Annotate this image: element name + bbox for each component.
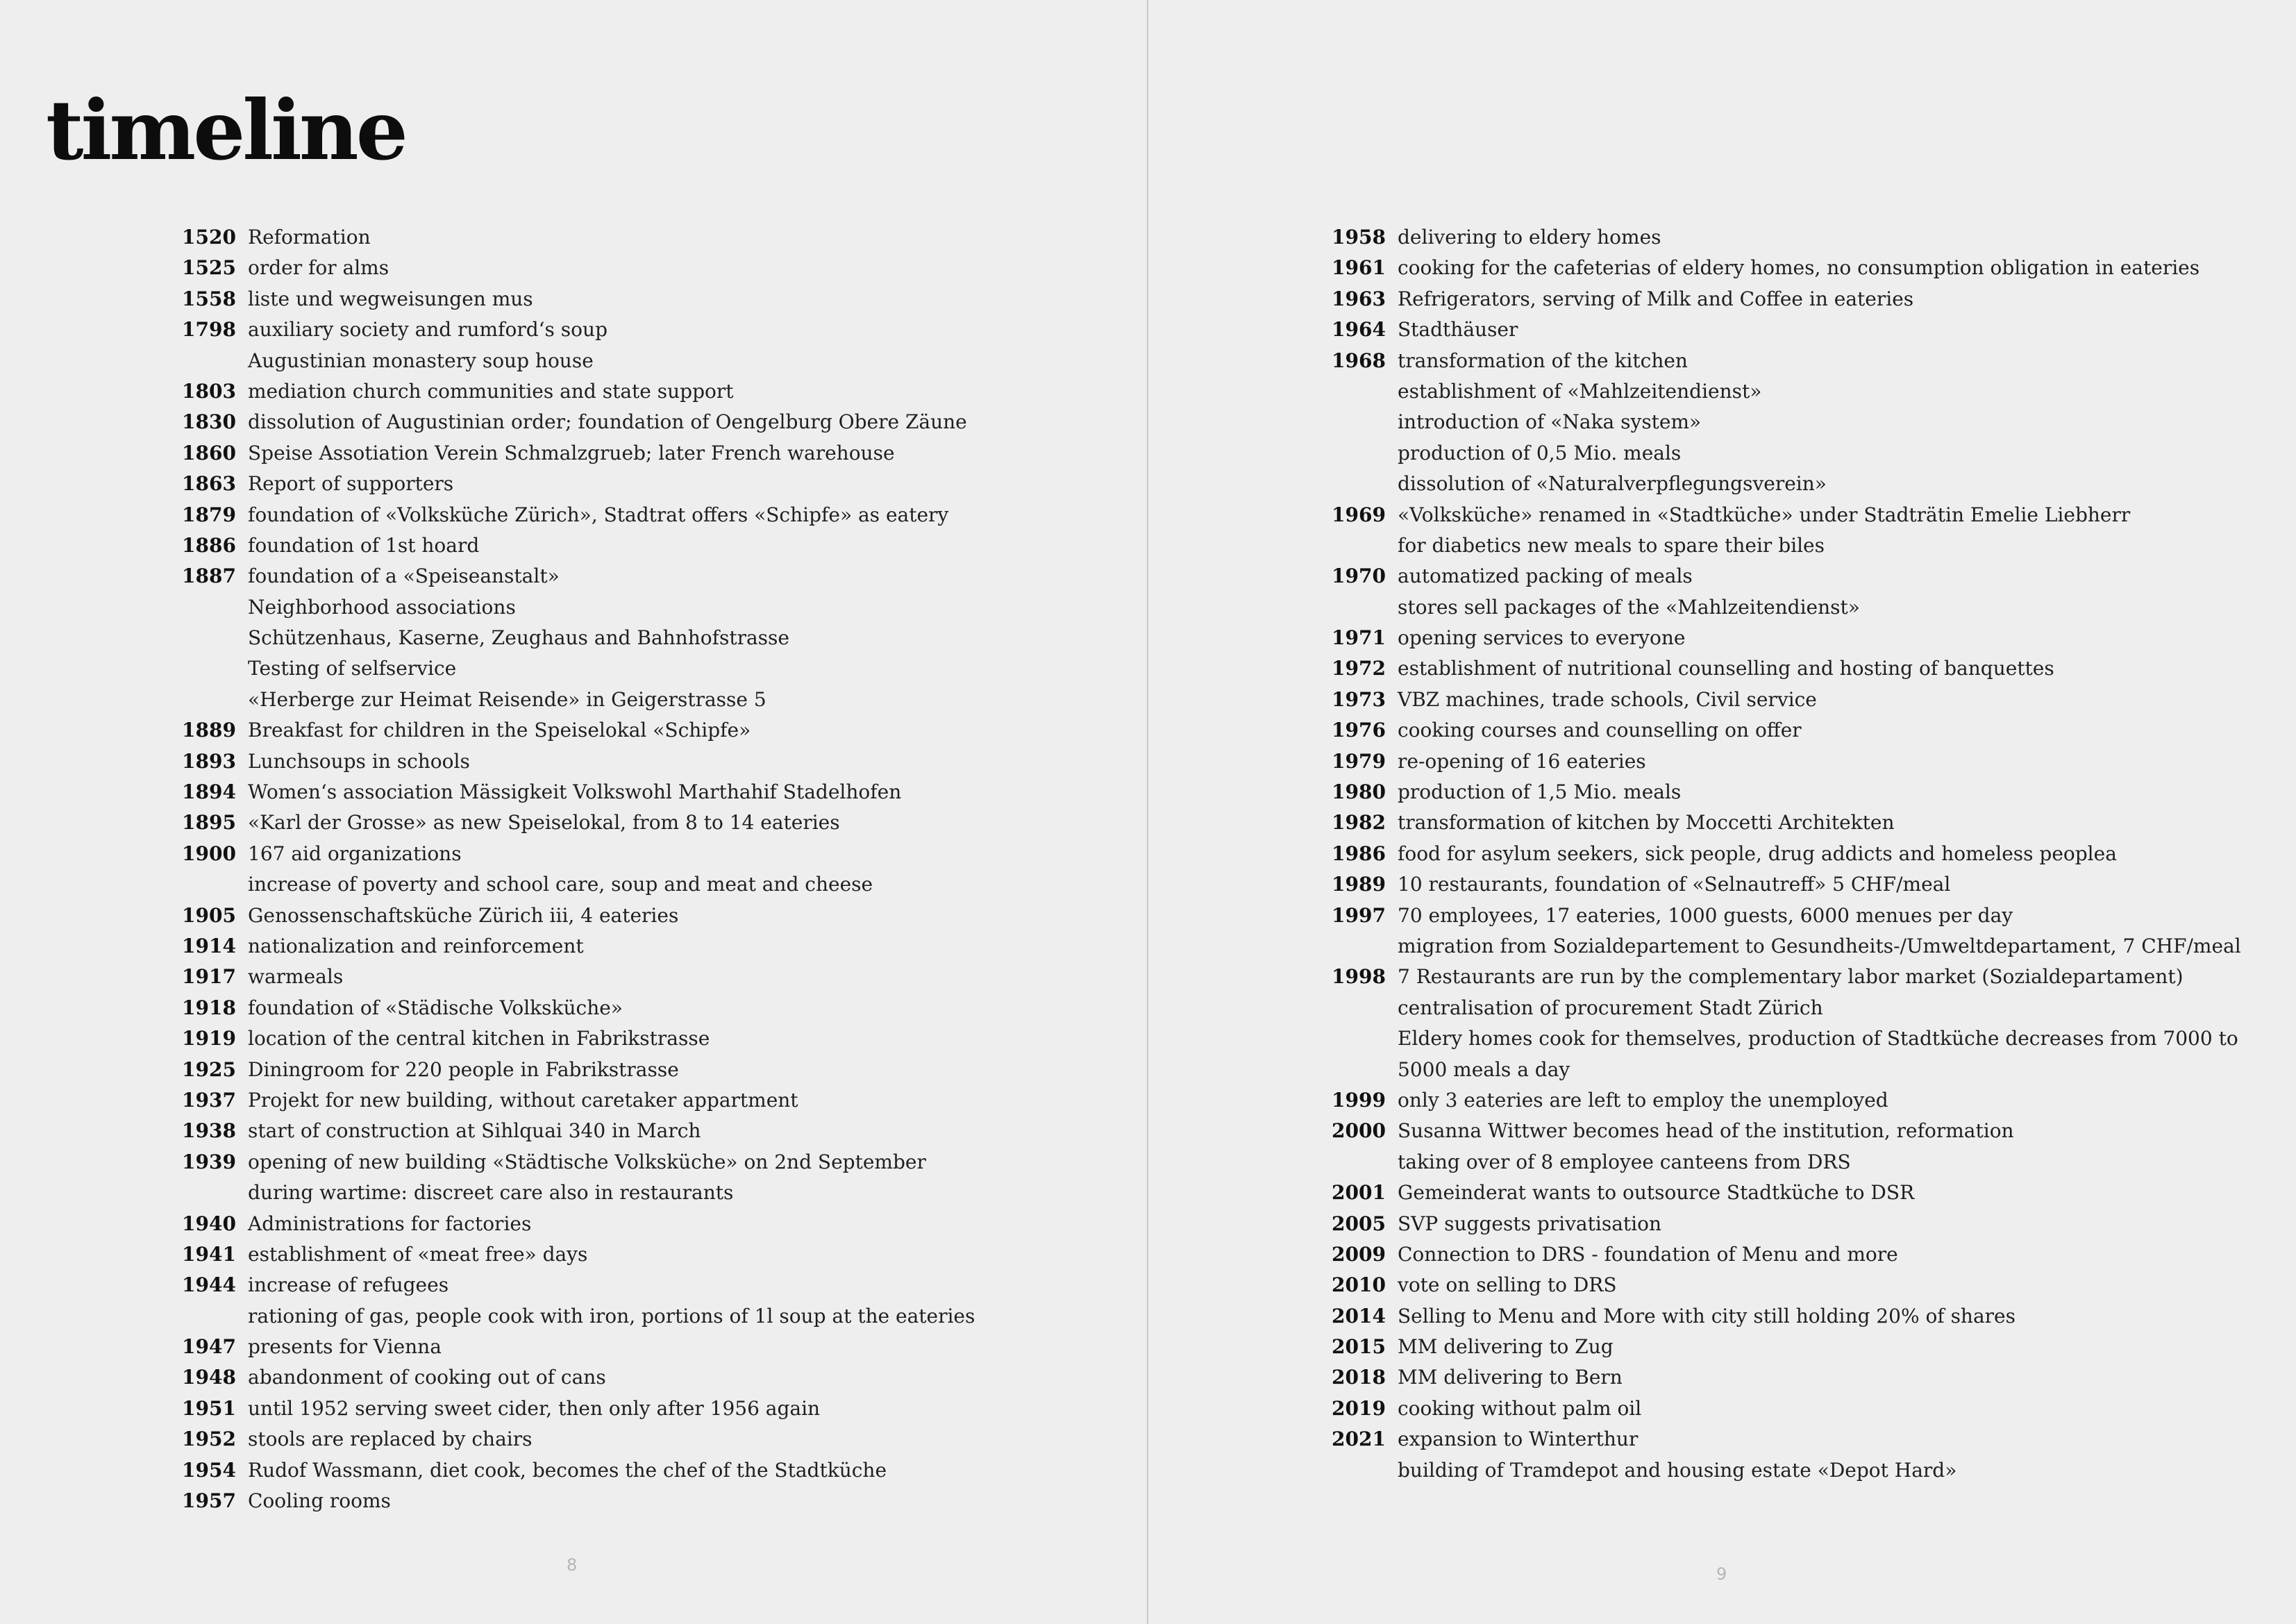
timeline-year: 1976 bbox=[1332, 719, 1386, 742]
timeline-event: cooking courses and counselling on offer bbox=[1398, 719, 1802, 742]
timeline-year: 1979 bbox=[1332, 749, 1386, 773]
timeline-event: Connection to DRS - foundation of Menu and more bbox=[1398, 1242, 1898, 1266]
timeline-year bbox=[1332, 1055, 1382, 1085]
timeline-entry bbox=[182, 561, 975, 592]
timeline-year bbox=[182, 623, 233, 653]
timeline-event: Lunchsoups in schools bbox=[248, 749, 470, 773]
timeline-year: 2018 bbox=[1332, 1366, 1386, 1389]
timeline-entry bbox=[182, 500, 975, 530]
timeline-year: 1905 bbox=[182, 903, 236, 927]
timeline-event: for diabetics new meals to spare their biles bbox=[1398, 533, 1825, 557]
timeline-year bbox=[1332, 931, 1382, 962]
timeline-entry bbox=[1332, 993, 2241, 1023]
timeline-event: dissolution of Augustinian order; foundation of Oengelburg Obere Zäune bbox=[248, 410, 967, 434]
timeline-event: Augustinian monastery soup house bbox=[248, 349, 594, 372]
timeline-entry bbox=[1332, 1023, 2241, 1054]
timeline-event: transformation of kitchen by Moccetti Architekten bbox=[1398, 811, 1895, 835]
timeline-entry bbox=[182, 346, 975, 376]
timeline-entry bbox=[182, 1270, 975, 1300]
timeline-event: foundation of «Volksküche Zürich», Stadtrat offers «Schipfe» as eatery bbox=[248, 503, 949, 526]
timeline-entry bbox=[182, 1023, 975, 1054]
timeline-entry bbox=[182, 715, 975, 746]
timeline-entry bbox=[182, 1455, 975, 1486]
timeline-year: 1997 bbox=[1332, 903, 1386, 927]
timeline-year bbox=[1332, 407, 1382, 437]
page-number-right: 9 bbox=[1716, 1564, 1727, 1584]
timeline-year bbox=[1332, 438, 1382, 469]
timeline-entry bbox=[182, 530, 975, 561]
timeline-event: Speise Assotiation Verein Schmalzgrueb; later French warehouse bbox=[248, 441, 895, 464]
timeline-year: 1968 bbox=[1332, 349, 1386, 372]
timeline-year: 1879 bbox=[182, 503, 236, 526]
timeline-year: 1900 bbox=[182, 842, 236, 865]
timeline-event: establishment of «meat free» days bbox=[248, 1242, 588, 1266]
timeline-year: 2009 bbox=[1332, 1242, 1386, 1266]
timeline-year: 1889 bbox=[182, 719, 236, 742]
timeline-event: SVP suggests privatisation bbox=[1398, 1212, 1661, 1235]
timeline-entry bbox=[1332, 1055, 2241, 1085]
timeline-event: Administrations for factories bbox=[248, 1212, 532, 1235]
page-number-left: 8 bbox=[567, 1555, 578, 1575]
timeline-year: 1980 bbox=[1332, 780, 1386, 804]
timeline-event: delivering to eldery homes bbox=[1398, 226, 1661, 249]
timeline-year bbox=[1332, 592, 1382, 623]
timeline-entry bbox=[1332, 901, 2241, 931]
timeline-entry bbox=[1332, 653, 2241, 684]
timeline-year: 1798 bbox=[182, 318, 236, 342]
timeline-entry bbox=[182, 993, 975, 1023]
timeline-event: «Karl der Grosse» as new Speiselokal, from 8 to 14 eateries bbox=[248, 811, 840, 835]
timeline-year: 1982 bbox=[1332, 811, 1386, 835]
timeline-year bbox=[1332, 469, 1382, 499]
timeline-event: Stadthäuser bbox=[1398, 318, 1518, 342]
timeline-year: 1938 bbox=[182, 1119, 236, 1143]
timeline-year bbox=[182, 592, 233, 623]
timeline-event: auxiliary society and rumford‘s soup bbox=[248, 318, 607, 342]
timeline-entry bbox=[182, 1393, 975, 1424]
timeline-year: 1947 bbox=[182, 1335, 236, 1359]
timeline-entry bbox=[1332, 1455, 2241, 1486]
timeline-event: Reformation bbox=[248, 226, 371, 249]
timeline-event: presents for Vienna bbox=[248, 1335, 442, 1359]
timeline-entry bbox=[182, 376, 975, 407]
timeline-entry bbox=[1332, 807, 2241, 838]
timeline-event: Testing of selfservice bbox=[248, 657, 457, 680]
timeline-year: 2000 bbox=[1332, 1119, 1386, 1143]
timeline-event: Eldery homes cook for themselves, production of Stadtküche decreases from 7000 to bbox=[1398, 1027, 2238, 1050]
timeline-event: Rudof Wassmann, diet cook, becomes the chef of the Stadtküche bbox=[248, 1458, 887, 1482]
timeline-entry bbox=[1332, 284, 2241, 315]
timeline-entry bbox=[182, 407, 975, 437]
timeline-year: 1525 bbox=[182, 256, 236, 280]
timeline-entry bbox=[1332, 530, 2241, 561]
timeline-entry bbox=[1332, 869, 2241, 900]
timeline-year: 1893 bbox=[182, 749, 236, 773]
timeline-year bbox=[1332, 1147, 1382, 1178]
timeline-entry bbox=[1332, 1085, 2241, 1116]
timeline-event: Neighborhood associations bbox=[248, 595, 516, 619]
timeline-event: Genossenschaftsküche Zürich iii, 4 eateries bbox=[248, 903, 679, 927]
timeline-year bbox=[1332, 1455, 1382, 1486]
timeline-event: Projekt for new building, without caretaker appartment bbox=[248, 1088, 798, 1112]
timeline-year: 1961 bbox=[1332, 256, 1386, 280]
timeline-event: only 3 eateries are left to employ the unemployed bbox=[1398, 1088, 1888, 1112]
timeline-event: food for asylum seekers, sick people, drug addicts and homeless peoplea bbox=[1398, 842, 2117, 865]
timeline-entry bbox=[1332, 1270, 2241, 1300]
timeline-year: 2014 bbox=[1332, 1304, 1386, 1328]
timeline-event: 5000 meals a day bbox=[1398, 1057, 1570, 1081]
timeline-year bbox=[182, 346, 233, 376]
timeline-entry bbox=[1332, 315, 2241, 345]
timeline-entry bbox=[182, 1209, 975, 1239]
timeline-entry bbox=[182, 469, 975, 499]
timeline-entry bbox=[182, 746, 975, 777]
timeline-year bbox=[1332, 530, 1382, 561]
timeline-event: Report of supporters bbox=[248, 472, 454, 496]
timeline-year bbox=[182, 1301, 233, 1332]
timeline-entry bbox=[182, 253, 975, 283]
timeline-year: 1970 bbox=[1332, 564, 1386, 588]
timeline-list-left bbox=[182, 222, 975, 1516]
timeline-year: 1925 bbox=[182, 1057, 236, 1081]
timeline-event: vote on selling to DRS bbox=[1398, 1273, 1617, 1297]
timeline-event: liste und wegweisungen mus bbox=[248, 287, 533, 310]
timeline-entry bbox=[182, 1116, 975, 1146]
timeline-event: cooking without palm oil bbox=[1398, 1396, 1642, 1420]
timeline-entry bbox=[182, 653, 975, 684]
timeline-event: increase of refugees bbox=[248, 1273, 449, 1297]
timeline-entry bbox=[1332, 376, 2241, 407]
timeline-year: 1886 bbox=[182, 533, 236, 557]
timeline-entry bbox=[1332, 438, 2241, 469]
timeline-event: nationalization and reinforcement bbox=[248, 934, 584, 957]
timeline-event: introduction of «Naka system» bbox=[1398, 410, 1702, 434]
timeline-entry bbox=[1332, 623, 2241, 653]
timeline-event: opening services to everyone bbox=[1398, 626, 1686, 650]
timeline-year: 1887 bbox=[182, 564, 236, 588]
timeline-year: 1948 bbox=[182, 1366, 236, 1389]
timeline-entry bbox=[1332, 931, 2241, 962]
timeline-entry bbox=[182, 1239, 975, 1270]
timeline-year bbox=[1332, 993, 1382, 1023]
timeline-event: MM delivering to Bern bbox=[1398, 1366, 1623, 1389]
timeline-year: 1986 bbox=[1332, 842, 1386, 865]
timeline-entry bbox=[1332, 1362, 2241, 1393]
timeline-year: 2015 bbox=[1332, 1335, 1386, 1359]
timeline-event: stores sell packages of the «Mahlzeitendienst» bbox=[1398, 595, 1860, 619]
timeline-entry bbox=[182, 284, 975, 315]
timeline-entry bbox=[182, 962, 975, 992]
timeline-entry bbox=[182, 869, 975, 900]
timeline-year: 1939 bbox=[182, 1150, 236, 1173]
timeline-entry bbox=[182, 777, 975, 807]
timeline-year: 1969 bbox=[1332, 503, 1386, 526]
timeline-year: 1917 bbox=[182, 965, 236, 989]
timeline-entry bbox=[1332, 1147, 2241, 1178]
timeline-event: expansion to Winterthur bbox=[1398, 1428, 1639, 1451]
timeline-year: 1964 bbox=[1332, 318, 1386, 342]
timeline-year: 2019 bbox=[1332, 1396, 1386, 1420]
timeline-entry bbox=[182, 623, 975, 653]
timeline-entry bbox=[182, 931, 975, 962]
timeline-entry bbox=[182, 1055, 975, 1085]
timeline-year: 1999 bbox=[1332, 1088, 1386, 1112]
timeline-year: 1830 bbox=[182, 410, 236, 434]
timeline-entry bbox=[1332, 746, 2241, 777]
timeline-year: 1998 bbox=[1332, 965, 1386, 989]
timeline-entry bbox=[182, 315, 975, 345]
timeline-event: during wartime: discreet care also in restaurants bbox=[248, 1181, 734, 1205]
timeline-entry bbox=[1332, 1116, 2241, 1146]
timeline-event: VBZ machines, trade schools, Civil service bbox=[1398, 687, 1817, 711]
timeline-entry bbox=[182, 807, 975, 838]
timeline-year: 2021 bbox=[1332, 1428, 1386, 1451]
timeline-entry bbox=[1332, 1393, 2241, 1424]
timeline-entry bbox=[1332, 222, 2241, 253]
timeline-entry bbox=[182, 1424, 975, 1455]
timeline-year bbox=[182, 653, 233, 684]
timeline-event: establishment of «Mahlzeitendienst» bbox=[1398, 379, 1762, 403]
timeline-year: 1520 bbox=[182, 226, 236, 249]
timeline-event: automatized packing of meals bbox=[1398, 564, 1693, 588]
timeline-event: production of 0,5 Mio. meals bbox=[1398, 441, 1682, 464]
timeline-year: 1919 bbox=[182, 1027, 236, 1050]
timeline-event: warmeals bbox=[248, 965, 344, 989]
timeline-event: building of Tramdepot and housing estate «Depot Hard» bbox=[1398, 1458, 1957, 1482]
timeline-entry bbox=[1332, 777, 2241, 807]
timeline-year: 1803 bbox=[182, 379, 236, 403]
timeline-entry bbox=[1332, 1301, 2241, 1332]
timeline-entry bbox=[1332, 561, 2241, 592]
timeline-event: Schützenhaus, Kaserne, Zeughaus and Bahnhofstrasse bbox=[248, 626, 789, 650]
timeline-entry bbox=[182, 592, 975, 623]
timeline-entry bbox=[1332, 1424, 2241, 1455]
timeline-year: 1937 bbox=[182, 1088, 236, 1112]
timeline-entry bbox=[1332, 962, 2241, 992]
timeline-entry bbox=[1332, 469, 2241, 499]
timeline-event: 7 Restaurants are run by the complementary labor market (Sozialdepartament) bbox=[1398, 965, 2184, 989]
timeline-event: increase of poverty and school care, soup and meat and cheese bbox=[248, 873, 873, 896]
timeline-event: Gemeinderat wants to outsource Stadtküche to DSR bbox=[1398, 1181, 1915, 1205]
timeline-event: migration from Sozialdepartement to Gesundheits-/Umweltdepartament, 7 CHF/meal bbox=[1398, 934, 2241, 957]
timeline-year: 1952 bbox=[182, 1428, 236, 1451]
timeline-event: transformation of the kitchen bbox=[1398, 349, 1688, 372]
timeline-entry bbox=[182, 222, 975, 253]
timeline-entry bbox=[1332, 592, 2241, 623]
timeline-year: 1940 bbox=[182, 1212, 236, 1235]
timeline-event: mediation church communities and state support bbox=[248, 379, 734, 403]
timeline-year: 2001 bbox=[1332, 1181, 1386, 1205]
timeline-event: dissolution of «Naturalverpflegungsverein» bbox=[1398, 472, 1827, 496]
timeline-event: 10 restaurants, foundation of «Selnautreff» 5 CHF/meal bbox=[1398, 873, 1951, 896]
timeline-entry bbox=[1332, 407, 2241, 437]
timeline-entry bbox=[182, 1301, 975, 1332]
timeline-entry bbox=[1332, 1332, 2241, 1362]
timeline-event: order for alms bbox=[248, 256, 389, 280]
timeline-year bbox=[182, 1178, 233, 1208]
timeline-event: Cooling rooms bbox=[248, 1489, 391, 1513]
timeline-year: 1951 bbox=[182, 1396, 236, 1420]
timeline-event: Diningroom for 220 people in Fabrikstrasse bbox=[248, 1057, 679, 1081]
timeline-year: 1954 bbox=[182, 1458, 236, 1482]
timeline-event: opening of new building «Städtische Volksküche» on 2nd September bbox=[248, 1150, 926, 1173]
timeline-event: Susanna Wittwer becomes head of the institution, reformation bbox=[1398, 1119, 2014, 1143]
timeline-event: MM delivering to Zug bbox=[1398, 1335, 1614, 1359]
timeline-entry bbox=[1332, 1209, 2241, 1239]
timeline-event: production of 1,5 Mio. meals bbox=[1398, 780, 1682, 804]
timeline-event: rationing of gas, people cook with iron, portions of 1l soup at the eateries bbox=[248, 1304, 975, 1328]
timeline-entry bbox=[1332, 1178, 2241, 1208]
timeline-entry bbox=[1332, 839, 2241, 869]
timeline-entry bbox=[1332, 685, 2241, 715]
timeline-year bbox=[182, 685, 233, 715]
timeline-event: centralisation of procurement Stadt Zürich bbox=[1398, 996, 1823, 1019]
timeline-event: establishment of nutritional counselling and hosting of banquettes bbox=[1398, 657, 2054, 680]
timeline-event: foundation of «Städische Volksküche» bbox=[248, 996, 623, 1019]
timeline-event: abandonment of cooking out of cans bbox=[248, 1366, 606, 1389]
timeline-event: re-opening of 16 eateries bbox=[1398, 749, 1646, 773]
timeline-event: taking over of 8 employee canteens from DRS bbox=[1398, 1150, 1851, 1173]
timeline-event: cooking for the cafeterias of eldery homes, no consumption obligation in eateries bbox=[1398, 256, 2200, 280]
timeline-entry bbox=[1332, 253, 2241, 283]
page-title: timeline bbox=[46, 82, 405, 179]
timeline-event: foundation of 1st hoard bbox=[248, 533, 480, 557]
timeline-entry bbox=[1332, 715, 2241, 746]
timeline-entry bbox=[182, 901, 975, 931]
timeline-year bbox=[182, 869, 233, 900]
timeline-year: 1972 bbox=[1332, 657, 1386, 680]
timeline-event: «Volksküche» renamed in «Stadtküche» under Stadträtin Emelie Liebherr bbox=[1398, 503, 2131, 526]
timeline-entry bbox=[182, 438, 975, 469]
timeline-year: 2010 bbox=[1332, 1273, 1386, 1297]
timeline-event: location of the central kitchen in Fabrikstrasse bbox=[248, 1027, 710, 1050]
timeline-event: Breakfast for children in the Speiselokal «Schipfe» bbox=[248, 719, 751, 742]
timeline-list-right bbox=[1332, 222, 2241, 1486]
timeline-event: start of construction at Sihlquai 340 in March bbox=[248, 1119, 701, 1143]
page-gutter bbox=[1147, 0, 1148, 1624]
timeline-year: 1958 bbox=[1332, 226, 1386, 249]
timeline-event: 70 employees, 17 eateries, 1000 guests, 6000 menues per day bbox=[1398, 903, 2013, 927]
timeline-event: foundation of a «Speiseanstalt» bbox=[248, 564, 560, 588]
timeline-event: 167 aid organizations bbox=[248, 842, 462, 865]
timeline-event: until 1952 serving sweet cider, then only after 1956 again bbox=[248, 1396, 821, 1420]
timeline-event: stools are replaced by chairs bbox=[248, 1428, 533, 1451]
timeline-event: Women‘s association Mässigkeit Volkswohl Marthahif Stadelhofen bbox=[248, 780, 902, 804]
timeline-year: 1860 bbox=[182, 441, 236, 464]
timeline-entry bbox=[1332, 500, 2241, 530]
timeline-entry bbox=[182, 1486, 975, 1516]
timeline-year: 1971 bbox=[1332, 626, 1386, 650]
timeline-year: 2005 bbox=[1332, 1212, 1386, 1235]
right-page bbox=[1149, 0, 2296, 1624]
timeline-entry bbox=[182, 839, 975, 869]
timeline-event: Selling to Menu and More with city still holding 20% of shares bbox=[1398, 1304, 2016, 1328]
timeline-year: 1558 bbox=[182, 287, 236, 310]
timeline-year: 1863 bbox=[182, 472, 236, 496]
timeline-year: 1895 bbox=[182, 811, 236, 835]
timeline-entry bbox=[1332, 1239, 2241, 1270]
timeline-entry bbox=[182, 685, 975, 715]
timeline-year: 1914 bbox=[182, 934, 236, 957]
timeline-entry bbox=[182, 1362, 975, 1393]
timeline-year: 1944 bbox=[182, 1273, 236, 1297]
timeline-event: Refrigerators, serving of Milk and Coffee in eateries bbox=[1398, 287, 1914, 310]
timeline-entry bbox=[182, 1147, 975, 1178]
timeline-year: 1963 bbox=[1332, 287, 1386, 310]
timeline-year: 1973 bbox=[1332, 687, 1386, 711]
timeline-year bbox=[1332, 1023, 1382, 1054]
timeline-year: 1989 bbox=[1332, 873, 1386, 896]
timeline-entry bbox=[1332, 346, 2241, 376]
timeline-year: 1918 bbox=[182, 996, 236, 1019]
timeline-event: «Herberge zur Heimat Reisende» in Geigerstrasse 5 bbox=[248, 687, 766, 711]
timeline-entry bbox=[182, 1332, 975, 1362]
timeline-entry bbox=[182, 1178, 975, 1208]
timeline-entry bbox=[182, 1085, 975, 1116]
timeline-year: 1957 bbox=[182, 1489, 236, 1513]
timeline-year: 1894 bbox=[182, 780, 236, 804]
timeline-year: 1941 bbox=[182, 1242, 236, 1266]
timeline-year bbox=[1332, 376, 1382, 407]
